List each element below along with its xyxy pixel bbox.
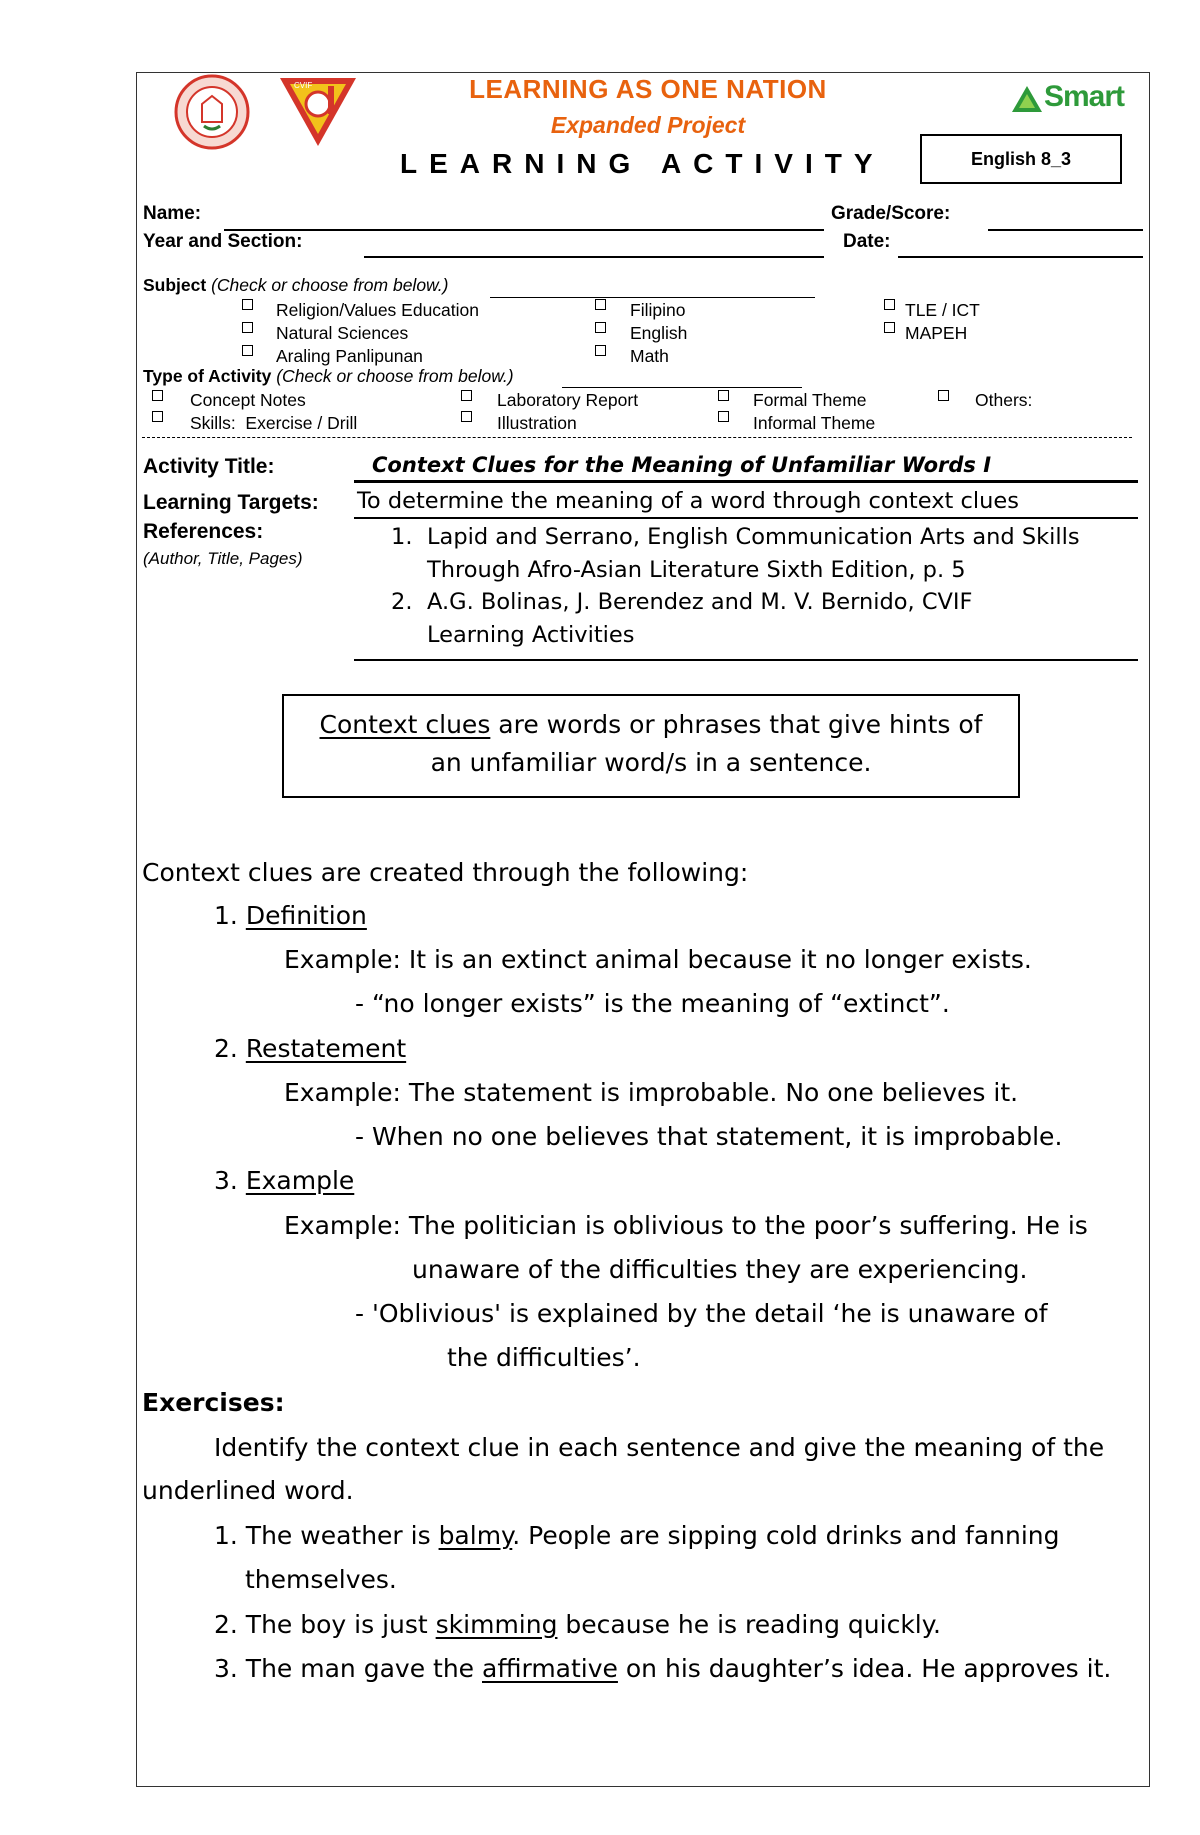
checkbox-araling-panlipunan[interactable]	[242, 345, 253, 356]
subject-filipino: Filipino	[630, 300, 686, 320]
date-label: Date:	[843, 231, 891, 252]
reference-2-line2: Learning Activities	[427, 622, 635, 648]
clue-type-2-number: 2.	[214, 1034, 246, 1063]
references-label: References:	[143, 520, 264, 543]
subject-row	[143, 275, 448, 296]
checkbox-formal-theme[interactable]	[718, 390, 729, 401]
activity-title: Context Clues for the Meaning of Unfamiliar Words I	[372, 453, 992, 477]
type-informal-theme: Informal Theme	[753, 413, 876, 433]
clue-type-2-note: - When no one believes that statement, it is improbable.	[355, 1122, 1063, 1151]
subject-tle-ict: TLE / ICT	[905, 300, 980, 320]
definition-line-2: an unfamiliar word/s in a sentence.	[430, 748, 872, 777]
checkbox-math[interactable]	[595, 345, 606, 356]
exercise-1-word: balmy	[438, 1521, 513, 1550]
checkbox-english[interactable]	[595, 322, 606, 333]
checkbox-concept-notes[interactable]	[152, 390, 163, 401]
section-divider	[142, 437, 1132, 438]
checkbox-religion[interactable]	[242, 299, 253, 310]
subject-religion: Religion/Values Education	[276, 300, 480, 320]
subject-english: English	[630, 323, 688, 343]
activity-heading: LEARNING ACTIVITY	[400, 148, 885, 179]
clue-type-1-number: 1.	[214, 901, 246, 930]
subject-code-box	[920, 134, 1122, 184]
type-illustration: Illustration	[497, 413, 577, 433]
exercises-heading: Exercises:	[142, 1388, 285, 1417]
type-lab-report: Laboratory Report	[497, 390, 639, 410]
exercise-3	[214, 1656, 1111, 1681]
clue-type-1-name: Definition	[245, 901, 367, 930]
subject-code: English 8_3	[970, 148, 1072, 169]
project-subtitle: Expanded Project	[550, 112, 746, 138]
clue-type-3	[214, 1168, 354, 1193]
grade-field[interactable]	[988, 229, 1143, 231]
exercise-3-pre: 3. The man gave the	[214, 1654, 482, 1683]
definition-line-1	[284, 706, 1018, 744]
clue-type-2-name: Restatement	[245, 1034, 407, 1063]
exercise-2-post: because he is reading quickly.	[557, 1610, 941, 1639]
clue-type-1-note: - “no longer exists” is the meaning of “extinct”.	[355, 989, 950, 1018]
year-section-label: Year and Section:	[143, 231, 303, 252]
subject-hint: (Check or choose from below.)	[211, 275, 449, 295]
reference-1-line2: Through Afro-Asian Literature Sixth Edition, p. 5	[427, 557, 966, 583]
name-field[interactable]	[224, 229, 824, 231]
clue-type-1-example: Example: It is an extinct animal because it no longer exists.	[284, 945, 1032, 974]
clue-type-2	[214, 1036, 406, 1061]
year-section-field[interactable]	[364, 256, 824, 258]
subject-math: Math	[630, 346, 669, 366]
checkbox-skills[interactable]	[152, 411, 163, 422]
clue-type-3-number: 3.	[214, 1166, 246, 1195]
type-concept-notes: Concept Notes	[190, 390, 306, 410]
exercise-1-cont: themselves.	[245, 1565, 397, 1594]
reference-2-number: 2.	[391, 589, 413, 615]
checkbox-illustration[interactable]	[461, 411, 472, 422]
clue-type-1	[214, 903, 367, 928]
date-field[interactable]	[898, 256, 1143, 258]
type-others: Others:	[975, 390, 1033, 410]
exercise-1-pre: 1. The weather is	[214, 1521, 439, 1550]
cvif-logo	[276, 74, 360, 150]
clue-type-3-example: Example: The politician is oblivious to the poor’s suffering. He is	[284, 1211, 1088, 1240]
learning-targets-line	[354, 517, 1138, 519]
type-row	[143, 366, 514, 387]
definition-term: Context clues	[319, 710, 491, 739]
exercise-1-post: . People are sipping cold drinks and fanning	[512, 1521, 1060, 1550]
exercise-2	[214, 1612, 941, 1637]
type-formal-theme: Formal Theme	[753, 390, 867, 410]
smart-logo-icon	[1010, 84, 1044, 114]
learning-targets-label: Learning Targets:	[143, 491, 319, 514]
activity-title-label: Activity Title:	[143, 455, 275, 478]
references-line	[354, 659, 1138, 661]
subject-label: Subject	[143, 275, 207, 295]
school-seal-logo	[174, 74, 250, 150]
smart-logo-text: Smart	[1044, 80, 1125, 113]
type-hint: (Check or choose from below.)	[276, 366, 514, 386]
lesson-intro: Context clues are created through the following:	[142, 858, 749, 887]
checkbox-others[interactable]	[938, 390, 949, 401]
cvif-logo-text: CVIF	[294, 81, 313, 90]
subject-araling-panlipunan: Araling Panlipunan	[276, 346, 423, 366]
grade-label: Grade/Score:	[831, 203, 951, 224]
definition-box	[282, 694, 1020, 798]
clue-type-3-note-cont: the difficulties’.	[447, 1343, 641, 1372]
subject-natural-sciences: Natural Sciences	[276, 323, 409, 343]
checkbox-tle-ict[interactable]	[884, 299, 895, 310]
definition-text: are words or phrases that give hints of	[490, 710, 983, 739]
type-field[interactable]	[562, 387, 802, 388]
reference-1-number: 1.	[391, 524, 413, 550]
checkbox-lab-report[interactable]	[461, 390, 472, 401]
type-skills: Skills: Exercise / Drill	[190, 413, 358, 433]
exercise-1	[214, 1523, 1060, 1548]
clue-type-3-name: Example	[245, 1166, 355, 1195]
references-hint: (Author, Title, Pages)	[143, 549, 303, 568]
exercise-3-word: affirmative	[482, 1654, 618, 1683]
checkbox-natural-sciences[interactable]	[242, 322, 253, 333]
subject-mapeh: MAPEH	[905, 323, 968, 343]
checkbox-informal-theme[interactable]	[718, 411, 729, 422]
checkbox-filipino[interactable]	[595, 299, 606, 310]
name-label: Name:	[143, 203, 202, 224]
exercise-3-post: on his daughter’s idea. He approves it.	[617, 1654, 1112, 1683]
exercise-2-word: skimming	[435, 1610, 558, 1639]
exercise-2-pre: 2. The boy is just	[214, 1610, 436, 1639]
reference-2-line1: A.G. Bolinas, J. Berendez and M. V. Bernido, CVIF	[427, 589, 973, 615]
org-title: LEARNING AS ONE NATION	[469, 74, 827, 104]
clue-type-2-example: Example: The statement is improbable. No one believes it.	[284, 1078, 1019, 1107]
clue-type-3-note: - 'Oblivious' is explained by the detail ‘he is unaware of	[355, 1299, 1048, 1328]
activity-title-line	[354, 480, 1138, 483]
smart-logo	[1010, 80, 1134, 120]
learning-targets: To determine the meaning of a word through context clues	[357, 488, 1019, 514]
checkbox-mapeh[interactable]	[884, 322, 895, 333]
reference-1-line1: Lapid and Serrano, English Communication Arts and Skills	[427, 524, 1080, 550]
clue-type-3-example-cont: unaware of the difficulties they are experiencing.	[412, 1255, 1028, 1284]
exercises-instruction-cont: underlined word.	[142, 1476, 354, 1505]
subject-field[interactable]	[490, 297, 815, 298]
type-label: Type of Activity	[143, 366, 272, 386]
exercises-instruction: Identify the context clue in each sentence and give the meaning of the	[214, 1433, 1105, 1462]
